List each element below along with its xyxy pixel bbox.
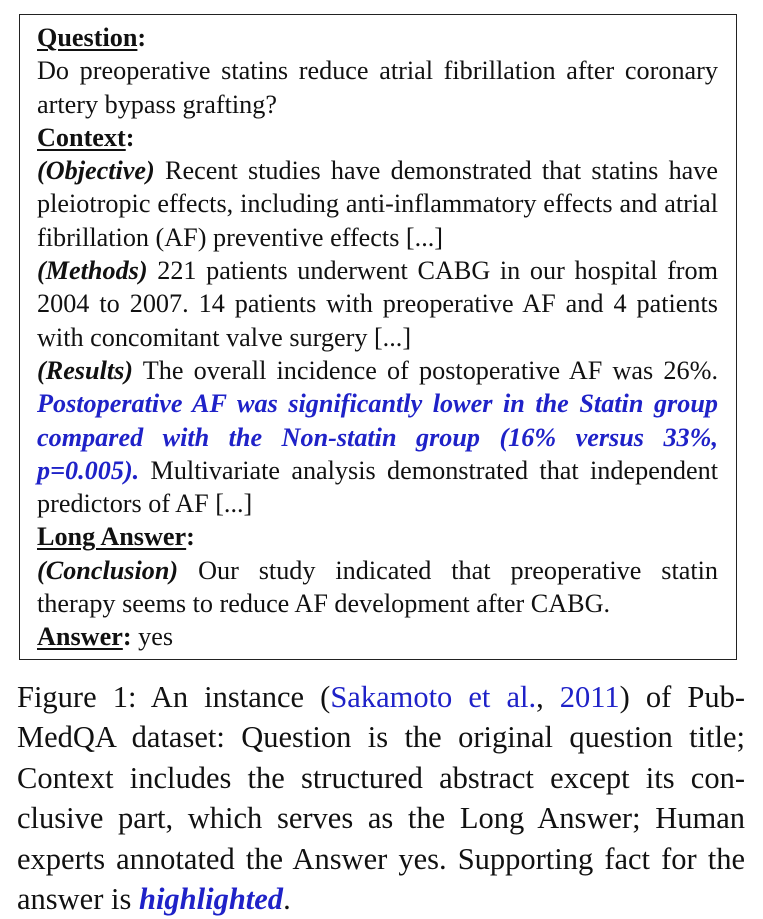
answer-value: yes [131, 622, 174, 652]
citation-link[interactable]: Sakamoto et al. [330, 680, 537, 714]
supporting-fact-highlight: Postoperative AF was significantly lower in the Statin group compared with the Non-statin group (16% versus 33%, p=0.005). [37, 389, 718, 485]
conclusion-text: Our study indicated that preoperative statin therapy seems to reduce AF development after CABG. [37, 555, 718, 619]
context-results [37, 354, 718, 520]
context-heading: Context: [37, 122, 135, 152]
conclusion-label: (Conclusion) [37, 555, 179, 585]
answer-line: Answer: yes [37, 622, 174, 652]
context-objective [37, 154, 718, 254]
caption-highlight-word: highlighted [138, 882, 284, 917]
question-text: Do preoperative statins reduce atrial fibrillation after coronary artery bypass grafting? [37, 56, 718, 119]
caption-prefix: Figure 1: An instance ( [17, 680, 331, 714]
citation-year-link[interactable]: 2011 [559, 680, 620, 714]
long-answer-conclusion [37, 554, 718, 621]
objective-label: (Objective) [37, 156, 155, 186]
methods-text: 221 patients underwent CABG in our hospital from 2004 to 2007. 14 patients with preoperative AF and 4 patients with concomitant valve surgery [...] [37, 256, 718, 352]
results-text-after: Multivariate analysis demonstrated that independent predictors of AF [...] [37, 455, 718, 519]
results-label: (Results) [37, 355, 134, 385]
results-text-before: The overall incidence of postoperative AF was 26%. [133, 355, 718, 385]
caption-middle: ) of PubMedQA dataset: Question is the original question title; Context includes the structured abstract except its conclusive part, which serves as the Long Answer; Human experts annotated the Answer yes. Supporting fact for the answer is [17, 680, 746, 917]
context-methods [37, 254, 718, 354]
figure-caption: Figure 1: An instance (Sakamoto et al., 2011) of PubMedQA dataset: Question is the original question title; Context includes the structured abstract except its conclusive part, which serves as the Long Answer; Human experts annotated the Answer yes. Supporting fact for the answer is highlighted. [17, 680, 746, 917]
pubmedqa-instance-box [19, 14, 737, 660]
answer-heading: Answer [37, 622, 123, 652]
objective-text: Recent studies have demonstrated that statins have pleiotropic effects, including anti-inflammatory effects and atrial fibrillation (AF) preventive effects [...] [37, 156, 718, 252]
long-answer-heading: Long Answer: [37, 522, 195, 552]
question-heading: Question: [37, 23, 147, 52]
methods-label: (Methods) [37, 256, 148, 286]
